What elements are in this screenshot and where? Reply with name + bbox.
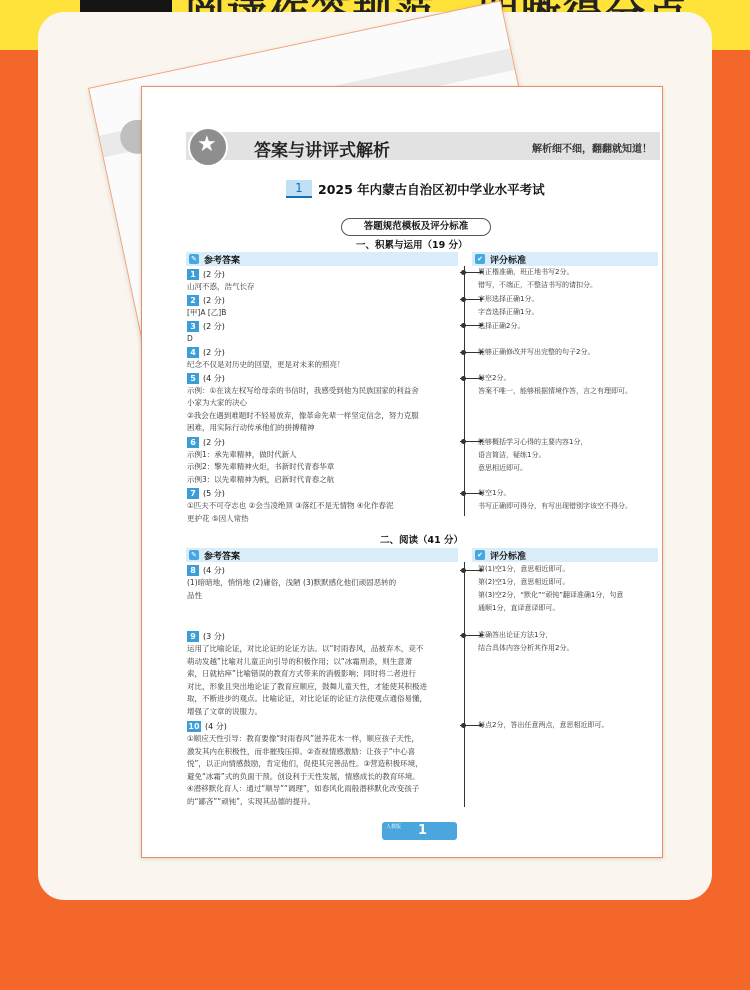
criteria-line: 每点2分，答出任意两点，意思相近即可。 xyxy=(478,721,609,729)
answer-line: D xyxy=(187,334,193,343)
criteria-line: 每空1分。 xyxy=(478,489,511,497)
section-title-1: 一、积累与运用（19 分） xyxy=(356,240,468,251)
question-number: 4 (2 分) xyxy=(187,347,225,358)
exam-heading xyxy=(286,178,545,200)
section-title-2: 二、阅读（41 分） xyxy=(380,535,464,546)
star-logo-icon: ★ xyxy=(188,127,228,167)
answer-line: (1)暗暗地，悄悄地 (2)庸俗，浅陋 (3)默默感化他们顽固恶转的 xyxy=(187,578,397,587)
criteria-line: 书写正确即可得分，有写出现错别字该空不得分。 xyxy=(478,502,632,510)
criteria-line: 语言简洁，疑练1分。 xyxy=(478,451,546,459)
answer-line: 示例1：承先辈精神，做时代新人 xyxy=(187,450,297,459)
question-number: 2 (2 分) xyxy=(187,295,225,306)
answer-line: 品性 xyxy=(187,591,202,600)
question-number: 7 (5 分) xyxy=(187,488,225,499)
criteria-line: 通顺1分，直译意译即可。 xyxy=(478,604,560,612)
footer-series: 人教版 xyxy=(386,824,402,830)
page-title: 答案与讲评式解析 xyxy=(254,141,390,161)
answer-line: 运用了比喻论证，对比论证的论证方法。以“时雨春风，品被弃木，竞不 xyxy=(187,644,424,653)
answer-line: 示例3：以先辈精神为帆，启新时代青春之航 xyxy=(187,475,335,484)
divider-line-1 xyxy=(464,266,465,516)
criteria-label-1: 评分标准 xyxy=(490,256,527,266)
answer-line: 山河不惑，浩气长存 xyxy=(187,282,255,291)
answer-line: 索，日就枯瘁”比喻错误的教育方式带来的消极影响；同时将二者进行 xyxy=(187,669,416,678)
criteria-line: 错写，不端正，不整洁书写的请扣分。 xyxy=(478,281,597,289)
criteria-line: 字形选择正确1分。 xyxy=(478,295,539,303)
criteria-band-icon: ✔ xyxy=(475,254,485,264)
page-footer xyxy=(382,822,457,840)
criteria-line: 答案不唯一，能够根据情境作答，言之有理即可。 xyxy=(478,387,632,395)
criteria-line: 意思相近即可。 xyxy=(478,464,527,472)
question-number: 3 (2 分) xyxy=(187,321,225,332)
answer-line: 纪念不仅是对历史的回望，更是对未来的照亮！ xyxy=(187,360,345,369)
criteria-line: 周正楷准确，班正地书写2分。 xyxy=(478,268,574,276)
exam-number: 1 xyxy=(286,180,312,198)
answer-line: 示例2：擎先辈精神火炬，书新时代青春华章 xyxy=(187,462,335,471)
criteria-line: 选择正确2分。 xyxy=(478,322,525,330)
answers-label-1: 参考答案 xyxy=(204,256,241,266)
answer-line: ④潜移默化育人：通过“顺导”“调理”，如春风化雨般潜移默化改变孩子 xyxy=(187,784,420,793)
answer-line: ②我会在遇到难题时不轻易放弃，像革命先辈一样坚定信念，努力克服 xyxy=(187,411,419,420)
answer-line: 增强了文章的说服力。 xyxy=(187,707,262,716)
criteria-line: 第(1)空1分，意思相近即可。 xyxy=(478,565,570,573)
template-title: 答题规范模板及评分标准 xyxy=(341,218,491,236)
answer-page xyxy=(141,86,663,858)
answer-line: 悦”，以正向情感鼓励，肯定他们，促使其完善品性。③营造积极环境， xyxy=(187,759,423,768)
answer-line: ①匹夫不可夺志也 ②会当凌绝顶 ③落红不是无情物 ④化作春泥 xyxy=(187,501,394,510)
criteria-line: 结合具体内容分析其作用2分。 xyxy=(478,644,574,652)
question-number: 10 (4 分) xyxy=(188,722,227,731)
answer-line: 萌动发越”比喻对儿童正向引导的积极作用；以“冰霜刑杀，则生意萧 xyxy=(187,657,413,666)
answer-line: 激发其内在积极性，而非摧残压抑。②查视情感激励：让孩子“中心喜 xyxy=(187,747,416,756)
criteria-band-icon: ✔ xyxy=(475,550,485,560)
criteria-label-2: 评分标准 xyxy=(490,552,527,562)
answer-line: [甲]A [乙]B xyxy=(187,308,227,317)
answer-line: 困难，用实际行动传承他们的拼搏精神 xyxy=(187,423,315,432)
page-number: 1 xyxy=(418,823,428,838)
divider-line-2 xyxy=(464,562,465,807)
answer-line: 更护花 ⑤因人常热 xyxy=(187,514,249,523)
answer-line: 对比，形象且突出地论证了教育应顺应，鼓舞儿童天性，才能使其积极进 xyxy=(187,682,427,691)
question-number: 6 (2 分) xyxy=(187,437,225,448)
answers-label-2: 参考答案 xyxy=(204,552,241,562)
question-number: 9 (3 分) xyxy=(187,631,225,642)
criteria-line: 能够概括学习心得的主要内容1分， xyxy=(478,438,588,446)
question-number: 5 (4 分) xyxy=(187,373,225,384)
criteria-line: 能够正确修改并写出完整的句子2分。 xyxy=(478,348,595,356)
criteria-line: 字音选择正确1分。 xyxy=(478,308,539,316)
answers-band-icon: ✎ xyxy=(189,550,199,560)
criteria-line: 每空2分。 xyxy=(478,374,511,382)
answer-line: 的“鄙吝”“顽钝”，实现其品德的提升。 xyxy=(187,797,316,806)
page-slogan: 解析细不细，翻翻就知道！ xyxy=(532,144,652,155)
answer-line: 取，不断进步的观点。比喻论证，对比论证的论证方法使观点通俗易懂， xyxy=(187,694,427,703)
answers-band-icon: ✎ xyxy=(189,254,199,264)
page-header xyxy=(186,132,660,160)
answer-line: 示例：①在谈左权写给母亲的书信时，我感受到他为民族国家的利益舍 xyxy=(187,386,419,395)
answer-line: ①顺应天性引导：教育要像“时雨春风”滋养花木一样，顺应孩子天性， xyxy=(187,734,419,743)
criteria-line: 准确答出论证方法1分， xyxy=(478,631,553,639)
answer-line: 小家为大家的决心 xyxy=(187,398,247,407)
question-number: 8 (4 分) xyxy=(187,565,225,576)
exam-title: 2025 年内蒙古自治区初中学业水平考试 xyxy=(318,181,545,197)
criteria-line: 第(2)空1分，意思相近即可。 xyxy=(478,578,570,586)
answer-line: 避免“冰霜”式的负面干预。创设利于天性发展，情感成长的教育环境。 xyxy=(187,772,420,781)
question-number: 1 (2 分) xyxy=(187,269,225,280)
criteria-line: 第(3)空2分，“默化”“顽钝”翻译准确1分，句意 xyxy=(478,591,624,599)
